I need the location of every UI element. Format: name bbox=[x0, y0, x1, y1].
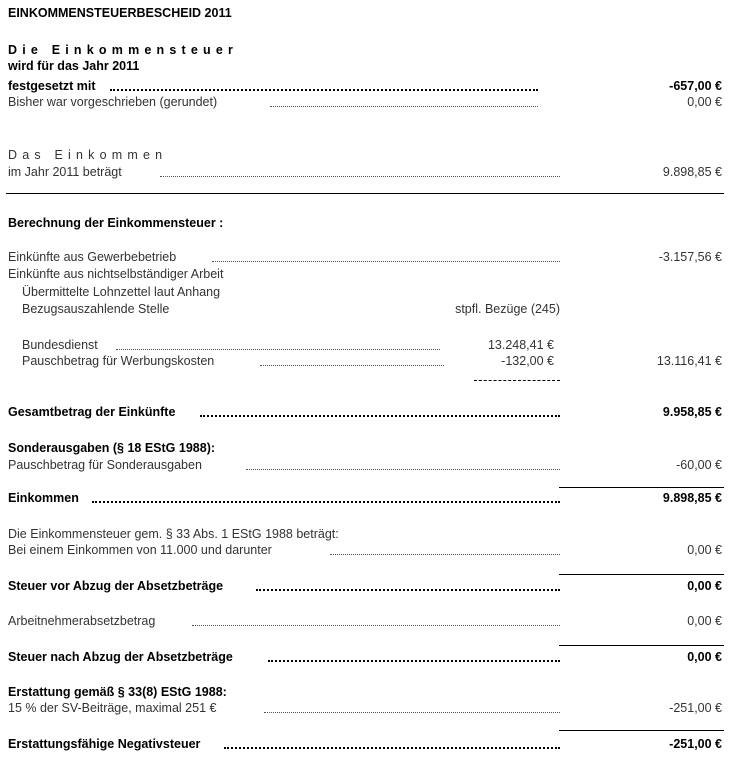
header-line-1: Die Einkommensteuer bbox=[8, 43, 239, 57]
header-line-2: wird für das Jahr 2011 bbox=[8, 59, 140, 73]
section-divider bbox=[6, 193, 724, 194]
stelle-label: Bezugsauszahlende Stelle bbox=[22, 302, 170, 316]
einkommen-heading: Das Einkommen bbox=[8, 148, 168, 162]
dot-leader bbox=[268, 659, 560, 662]
bisher-value: 0,00 € bbox=[687, 95, 722, 109]
gesamt-value: 9.958,85 € bbox=[662, 405, 722, 419]
sonder-heading: Sonderausgaben (§ 18 EStG 1988): bbox=[8, 441, 216, 455]
sum-divider bbox=[559, 574, 724, 575]
bundesdienst-label: Bundesdienst bbox=[22, 338, 98, 352]
document-title: EINKOMMENSTEUERBESCHEID 2011 bbox=[8, 6, 232, 20]
einkommen-label: Einkommen bbox=[8, 491, 79, 505]
einkommen-value: 9.898,85 € bbox=[662, 165, 722, 179]
dot-leader bbox=[260, 364, 444, 366]
sum-divider bbox=[559, 730, 724, 731]
werbung-label: Pauschbetrag für Werbungskosten bbox=[22, 354, 215, 368]
sv-label: 15 % der SV-Beiträge, maximal 251 € bbox=[8, 701, 217, 715]
lohnzettel-label: Übermittelte Lohnzettel laut Anhang bbox=[22, 285, 221, 299]
werbung-value: -132,00 € bbox=[501, 354, 554, 368]
sum-divider bbox=[559, 487, 724, 488]
dot-leader bbox=[110, 88, 538, 91]
bundesdienst-value: 13.248,41 € bbox=[487, 338, 554, 352]
bisher-label: Bisher war vorgeschrieben (gerundet) bbox=[8, 95, 218, 109]
gewerbe-value: -3.157,56 € bbox=[658, 250, 722, 264]
sonder-value: -60,00 € bbox=[676, 458, 722, 472]
dot-leader bbox=[224, 746, 560, 749]
dot-leader bbox=[330, 553, 560, 555]
vor-abzug-label: Steuer vor Abzug der Absetzbeträge bbox=[8, 579, 224, 593]
subtotal-divider bbox=[474, 380, 560, 381]
sv-value: -251,00 € bbox=[669, 701, 722, 715]
berechnung-heading: Berechnung der Einkommensteuer : bbox=[8, 216, 224, 230]
dot-leader bbox=[200, 414, 560, 417]
nach-abzug-value: 0,00 € bbox=[687, 650, 722, 664]
dot-leader bbox=[192, 624, 560, 626]
est-bei-value: 0,00 € bbox=[687, 543, 722, 557]
negativsteuer-value: -251,00 € bbox=[669, 737, 722, 751]
sum-divider bbox=[559, 645, 724, 646]
bezuege-label: stpfl. Bezüge (245) bbox=[455, 302, 560, 316]
est-bei-label: Bei einem Einkommen von 11.000 und darunter bbox=[8, 543, 272, 557]
arbeitnehmer-label: Arbeitnehmerabsetzbetrag bbox=[8, 614, 156, 628]
gewerbe-label: Einkünfte aus Gewerbebetrieb bbox=[8, 250, 177, 264]
dot-leader bbox=[116, 348, 440, 350]
einkommen-total-value: 9.898,85 € bbox=[662, 491, 722, 505]
dot-leader bbox=[160, 175, 560, 177]
sonder-label: Pauschbetrag für Sonderausgaben bbox=[8, 458, 202, 472]
dot-leader bbox=[212, 260, 560, 262]
nichtselbst-total: 13.116,41 € bbox=[656, 354, 722, 368]
dot-leader bbox=[246, 468, 560, 470]
est-description: Die Einkommensteuer gem. § 33 Abs. 1 EStG 1988 beträgt: bbox=[8, 527, 339, 541]
dot-leader bbox=[270, 105, 538, 107]
nichtselbst-label: Einkünfte aus nichtselbständiger Arbeit bbox=[8, 267, 224, 281]
gesamt-label: Gesamtbetrag der Einkünfte bbox=[8, 405, 176, 419]
erstattung-heading: Erstattung gemäß § 33(8) EStG 1988: bbox=[8, 685, 227, 699]
vor-abzug-value: 0,00 € bbox=[687, 579, 722, 593]
arbeitnehmer-value: 0,00 € bbox=[687, 614, 722, 628]
dot-leader bbox=[256, 588, 560, 591]
dot-leader bbox=[92, 500, 560, 503]
dot-leader bbox=[264, 711, 560, 713]
festgesetzt-label: festgesetzt mit bbox=[8, 79, 96, 93]
einkommen-year-label: im Jahr 2011 beträgt bbox=[8, 165, 122, 179]
negativsteuer-label: Erstattungsfähige Negativsteuer bbox=[8, 737, 201, 751]
nach-abzug-label: Steuer nach Abzug der Absetzbeträge bbox=[8, 650, 233, 664]
festgesetzt-value: -657,00 € bbox=[669, 79, 722, 93]
